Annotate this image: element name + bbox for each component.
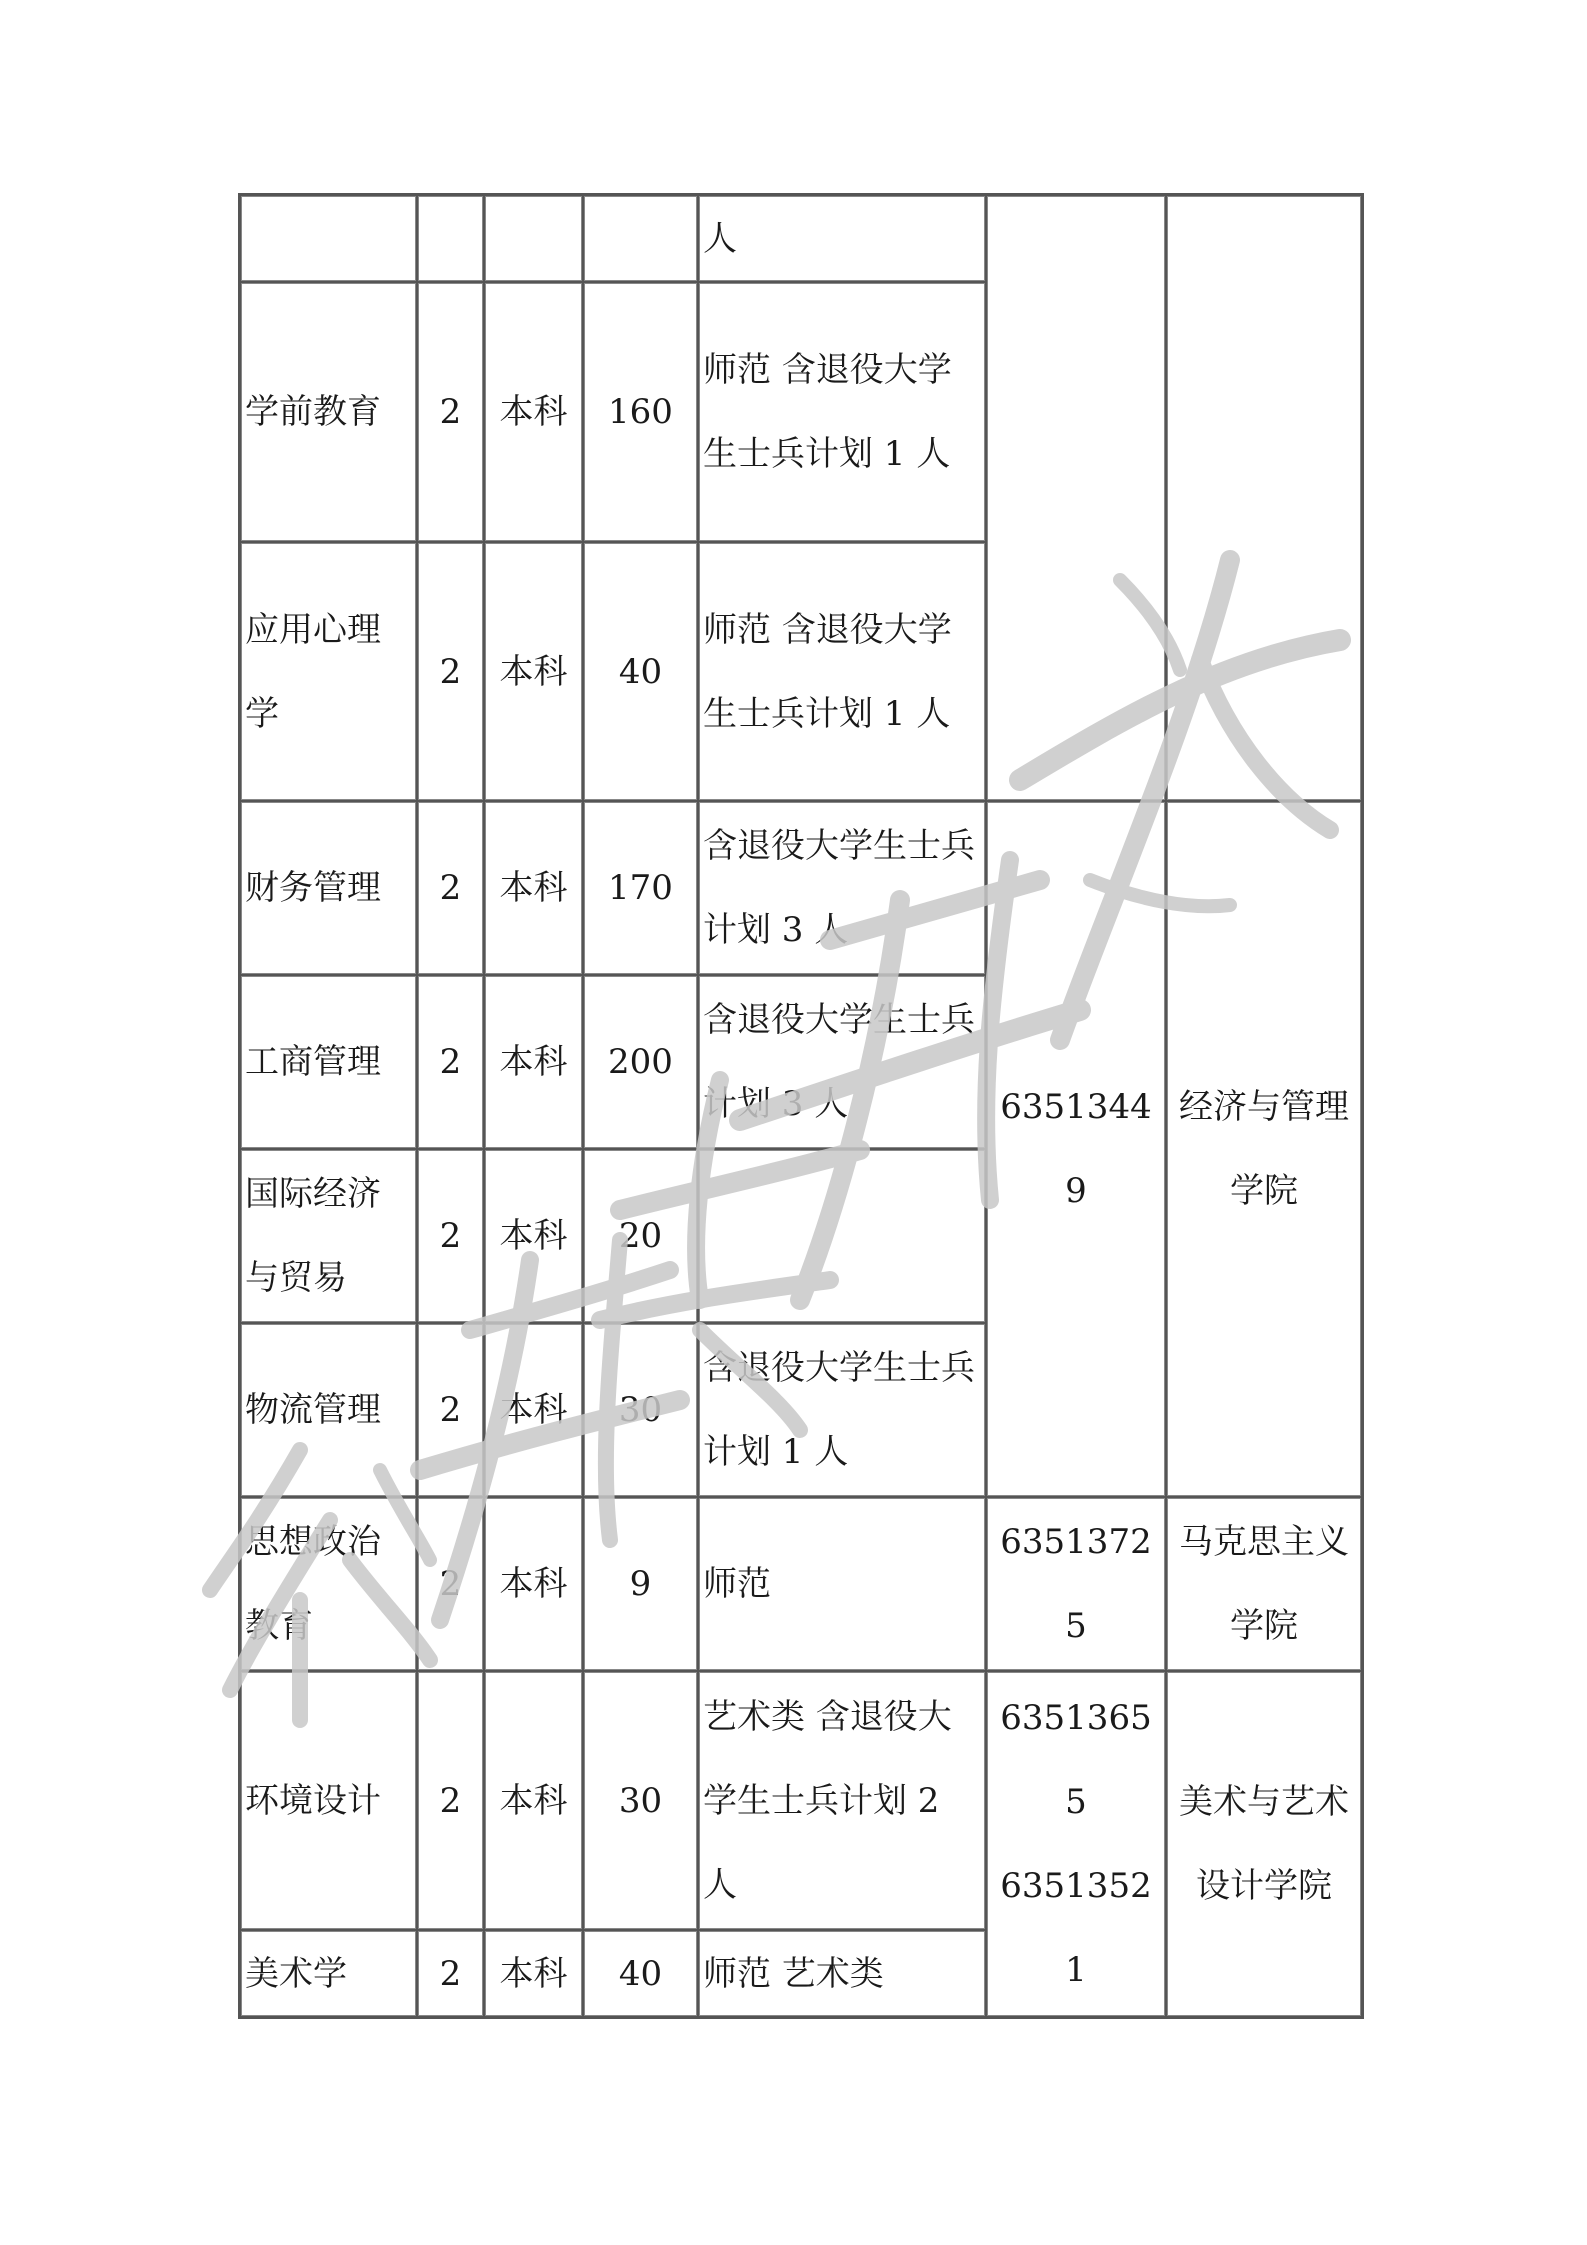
phone-number: 63513725 [1000, 1522, 1152, 1646]
table-row [240, 1671, 1362, 1930]
college-cell: 经济与管理学院 [1166, 801, 1362, 1497]
count-cell: 160 [583, 282, 698, 542]
count-cell: 30 [583, 1323, 698, 1497]
major-cell: 国际经济与贸易 [240, 1149, 417, 1323]
phone-cell [986, 195, 1166, 801]
count-cell: 40 [583, 542, 698, 801]
level-cell: 本科 [484, 282, 583, 542]
college-cell [1166, 195, 1362, 801]
level-cell: 本科 [484, 1323, 583, 1497]
count-cell: 30 [583, 1671, 698, 1930]
note-cell: 含退役大学生士兵计划 3 人 [698, 801, 986, 975]
note-cell: 师范 含退役大学生士兵计划 1 人 [698, 542, 986, 801]
years-cell: 2 [417, 1149, 484, 1323]
college-cell: 美术与艺术设计学院 [1166, 1671, 1362, 2017]
level-cell: 本科 [484, 1671, 583, 1930]
major-cell: 应用心理学 [240, 542, 417, 801]
major-cell: 学前教育 [240, 282, 417, 542]
count-cell: 40 [583, 1930, 698, 2017]
level-cell: 本科 [484, 1149, 583, 1323]
level-cell: 本科 [484, 1497, 583, 1671]
years-cell [417, 195, 484, 282]
note-cell: 含退役大学生士兵计划 1 人 [698, 1323, 986, 1497]
major-cell: 思想政治教育 [240, 1497, 417, 1671]
level-cell: 本科 [484, 1930, 583, 2017]
years-cell: 2 [417, 975, 484, 1149]
phone-cell [986, 1671, 1166, 2017]
phone-number: 63513449 [1000, 1087, 1152, 1211]
years-cell: 2 [417, 1497, 484, 1671]
phone-number: 63513655 [1000, 1698, 1152, 1822]
phone-number: 63513521 [1000, 1866, 1152, 1990]
note-cell: 含退役大学生士兵计划 3 人 [698, 975, 986, 1149]
major-cell: 工商管理 [240, 975, 417, 1149]
years-cell: 2 [417, 1671, 484, 1930]
level-cell: 本科 [484, 801, 583, 975]
count-cell: 20 [583, 1149, 698, 1323]
major-cell [240, 195, 417, 282]
enrollment-plan-table [238, 193, 1364, 2019]
years-cell: 2 [417, 542, 484, 801]
level-cell [484, 195, 583, 282]
level-cell: 本科 [484, 542, 583, 801]
note-cell: 师范 艺术类 [698, 1930, 986, 2017]
years-cell: 2 [417, 282, 484, 542]
major-cell: 物流管理 [240, 1323, 417, 1497]
count-cell: 9 [583, 1497, 698, 1671]
level-cell: 本科 [484, 975, 583, 1149]
years-cell: 2 [417, 801, 484, 975]
major-cell: 财务管理 [240, 801, 417, 975]
table-row [240, 801, 1362, 975]
years-cell: 2 [417, 1323, 484, 1497]
note-cell: 师范 [698, 1497, 986, 1671]
phone-cell [986, 1497, 1166, 1671]
count-cell: 170 [583, 801, 698, 975]
note-cell [698, 1149, 986, 1323]
major-cell: 环境设计 [240, 1671, 417, 1930]
count-cell [583, 195, 698, 282]
table-row [240, 195, 1362, 282]
note-cell: 师范 含退役大学生士兵计划 1 人 [698, 282, 986, 542]
note-cell: 艺术类 含退役大学生士兵计划 2 人 [698, 1671, 986, 1930]
phone-cell [986, 801, 1166, 1497]
table-row [240, 1497, 1362, 1671]
major-cell: 美术学 [240, 1930, 417, 2017]
college-cell: 马克思主义学院 [1166, 1497, 1362, 1671]
years-cell: 2 [417, 1930, 484, 2017]
count-cell: 200 [583, 975, 698, 1149]
note-cell: 人 [698, 195, 986, 282]
